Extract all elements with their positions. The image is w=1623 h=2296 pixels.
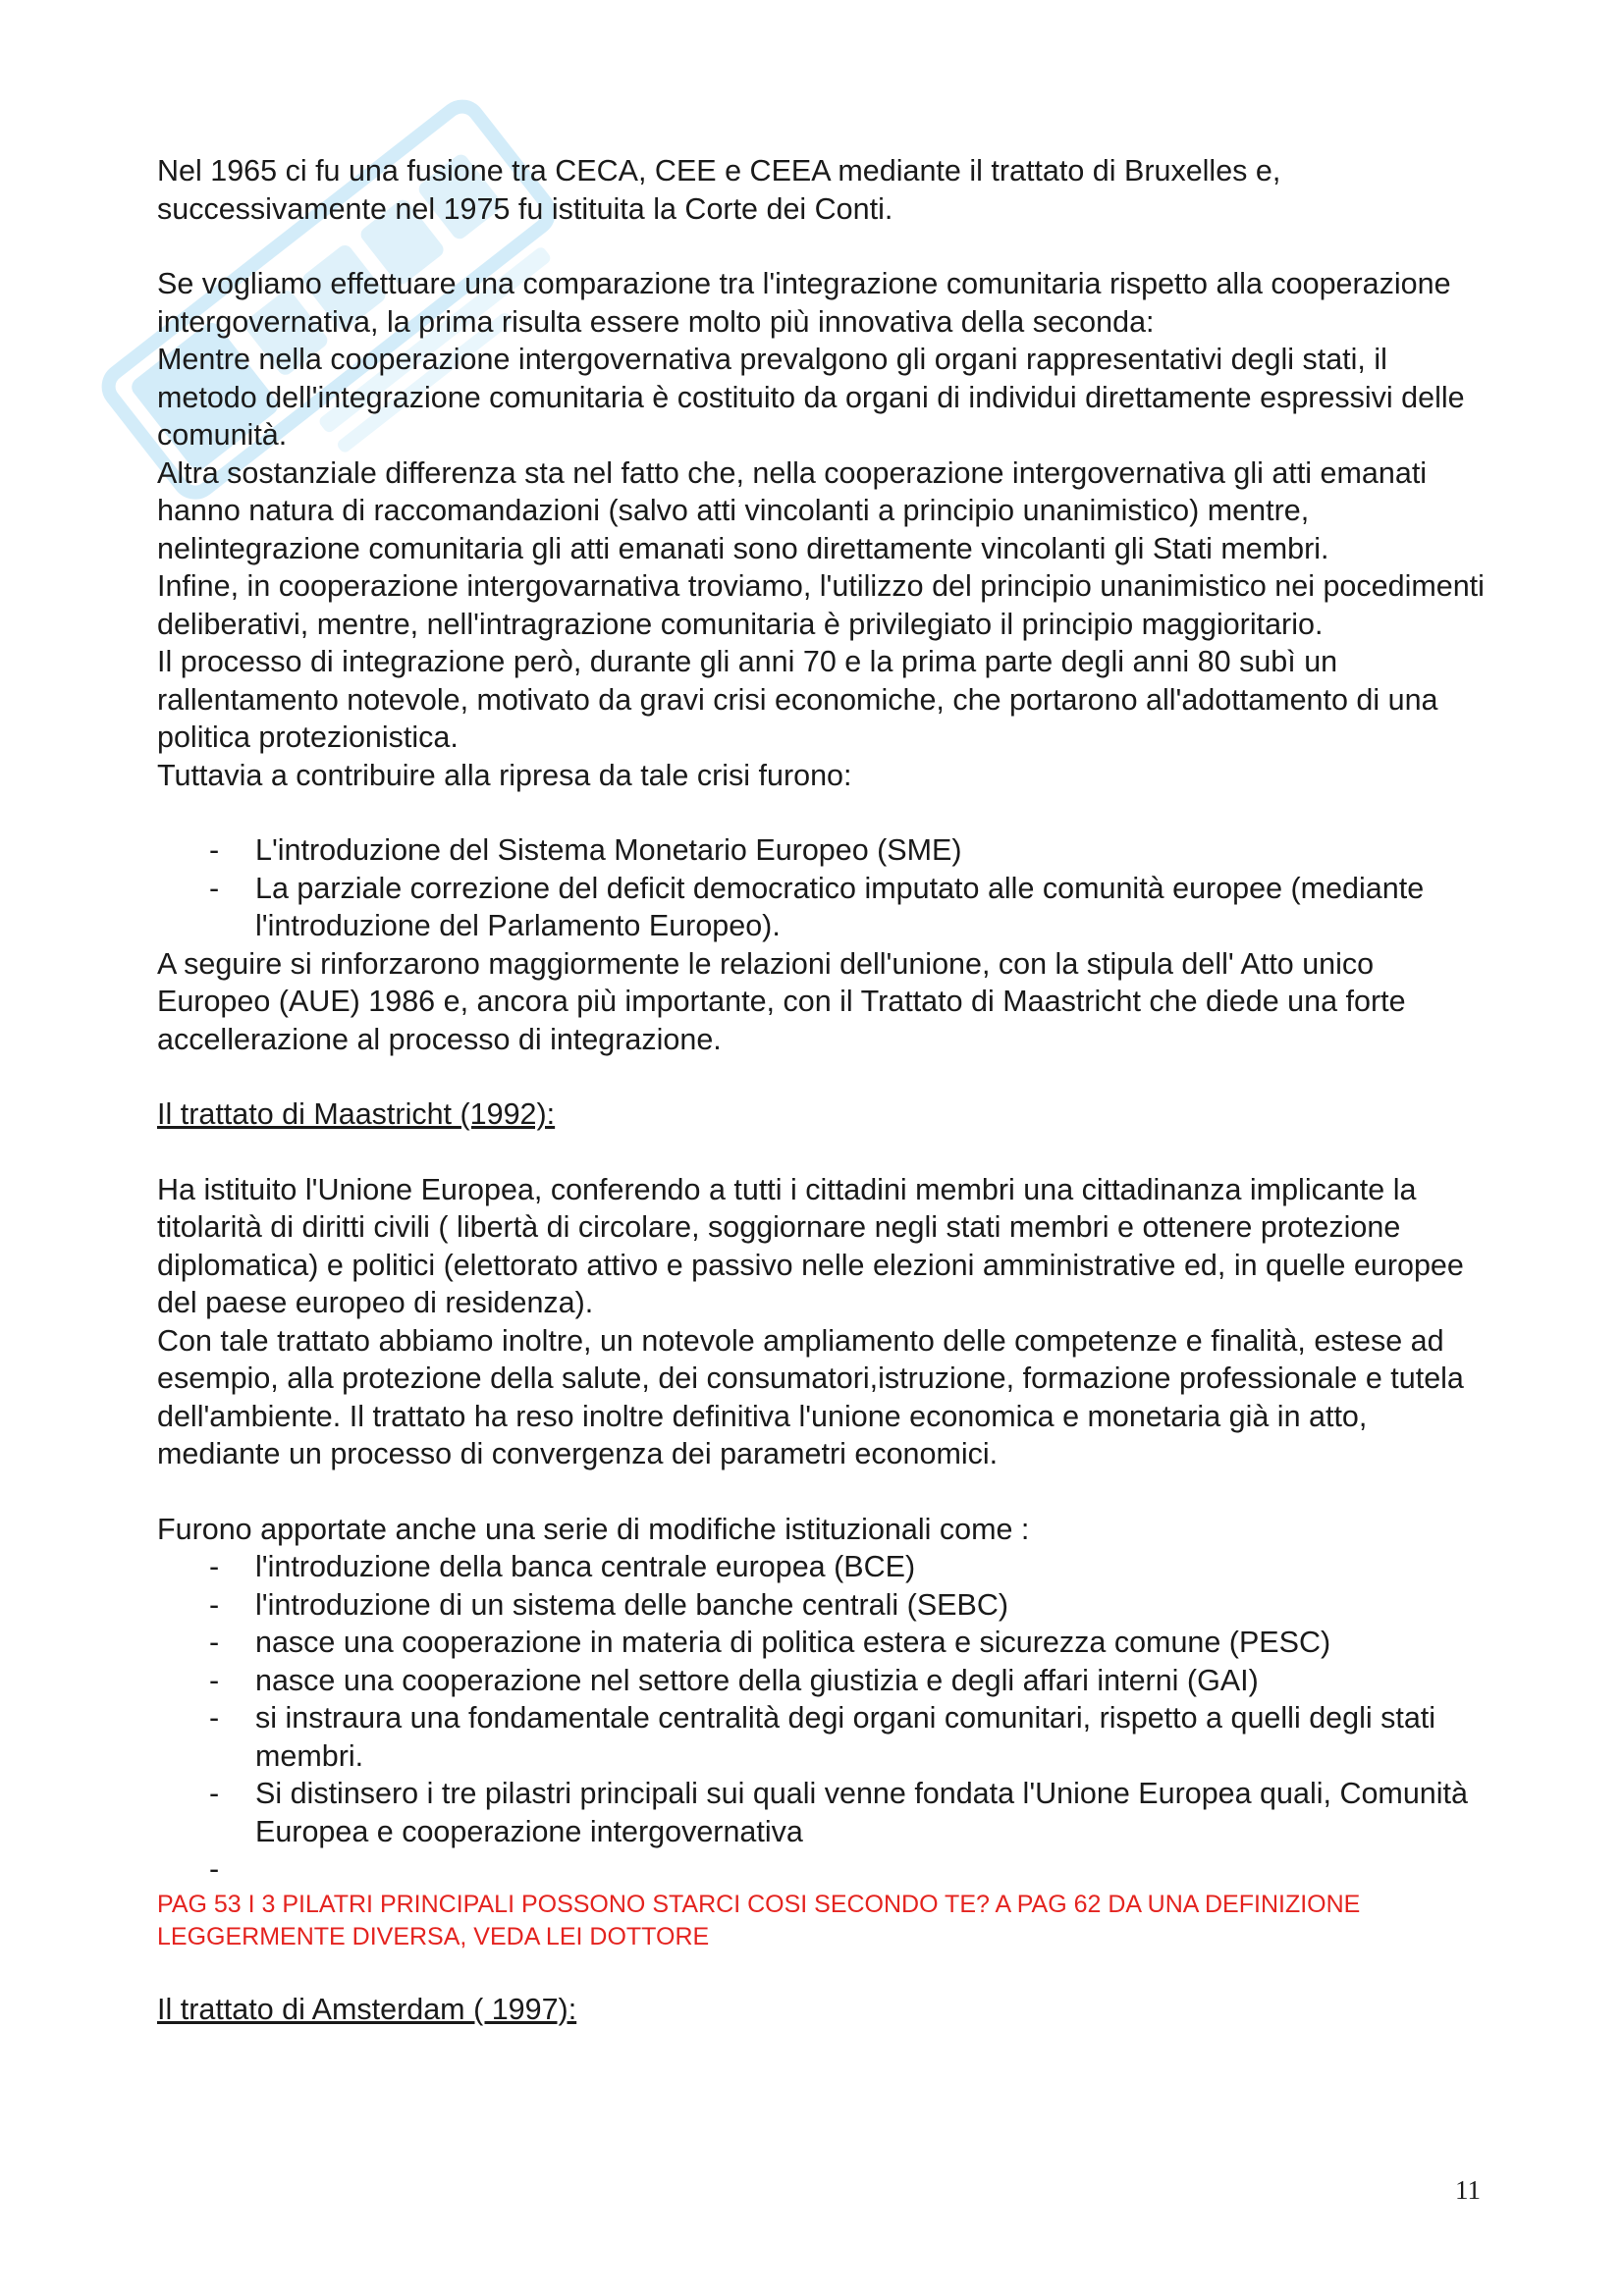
heading-amsterdam: Il trattato di Amsterdam ( 1997): (157, 1992, 577, 2026)
paragraph-recommendations: Altra sostanziale differenza sta nel fatto che, nella cooperazione intergovernativa gli atti emanati hanno natura di raccomandazioni (salvo atti vincolanti a principio unanimistico) mentre, nelintegrazione comunitaria gli atti emanati sono direttamente vincolanti gli Stati membri. (157, 455, 1428, 565)
heading-maastricht: Il trattato di Maastricht (1992): (157, 1097, 556, 1131)
paragraph-recovery-intro: Tuttavia a contribuire alla ripresa da tale crisi furono: (157, 758, 852, 792)
paragraph-slowdown: Il processo di integrazione però, durante gli anni 70 e la prima parte degli anni 80 subì un rallentamento notevole, motivato da gravi crisi economiche, che portarono all'adottamento di una politica protezionistica. (157, 645, 1438, 754)
paragraph-intergovernmental: Mentre nella cooperazione intergovernativa prevalgono gli organi rappresentativi degli stati, il metodo dell'integrazione comunitaria è costituito da organi di individui direttamente espressivi delle comunità. (157, 343, 1465, 452)
list-item: - l'introduzione della banca centrale europea (BCE) (157, 1548, 1492, 1586)
paragraph-unanimity: Infine, in cooperazione intergovarnativa troviamo, l'utilizzo del principio unanimistico nei pocedimenti deliberativi, mentre, nell'intragrazione comunitaria è privilegiato il principio maggioritario. (157, 569, 1485, 641)
list-item: - si instraura una fondamentale centralità degi organi comunitari, rispetto a quelli degli stati membri. (157, 1699, 1492, 1775)
list-item: - La parziale correzione del deficit democratico imputato alle comunità europee (mediante l'introduzione del Parlamento Europeo). (157, 870, 1492, 945)
recovery-list (157, 831, 1492, 945)
paragraph-ceca-fusion: Nel 1965 ci fu una fusione tra CECA, CEE e CEEA mediante il trattato di Bruxelles e, successivamente nel 1975 fu istituita la Corte dei Conti. (157, 154, 1281, 226)
paragraph-maastricht-competences: Con tale trattato abbiamo inoltre, un notevole ampliamento delle competenze e finalità, estese ad esempio, alla protezione della salute, dei consumatori,istruzione, formazione professionale e tutela dell'ambiente. Il trattato ha reso inoltre definitiva l'unione economica e monetaria già in atto, mediante un processo di convergenza dei parametri economici. (157, 1323, 1464, 1470)
list-item: - Si distinsero i tre pilastri principali sui quali venne fondata l'Unione Europea quali, Comunità Europea e cooperazione intergovernativa (157, 1775, 1492, 1850)
list-item: - nasce una cooperazione nel settore della giustizia e degli affari interni (GAI) (157, 1662, 1492, 1700)
reviewer-note: PAG 53 I 3 PILATRI PRINCIPALI POSSONO STARCI COSI SECONDO TE? A PAG 62 DA UNA DEFINIZIONE LEGGERMENTE DIVERSA, VEDA LEI DOTTORE (157, 1890, 1361, 1950)
list-item: - nasce una cooperazione in materia di politica estera e sicurezza comune (PESC) (157, 1624, 1492, 1662)
paragraph-maastricht-citizenship: Ha istituito l'Unione Europea, conferendo a tutti i cittadini membri una cittadinanza implicante la titolarità di diritti civili ( libertà di circolare, soggiornare negli stati membri e ottenere protezione diplomatica) e politici (elettorato attivo e passivo nelle elezioni amministrative ed, in quelle europee del paese europeo di residenza). (157, 1172, 1464, 1319)
list-item-empty (157, 1850, 1492, 1889)
paragraph-institutional-changes: Furono apportate anche una serie di modifiche istituzionali come : (157, 1512, 1030, 1546)
list-item: - l'introduzione di un sistema delle banche centrali (SEBC) (157, 1586, 1492, 1625)
paragraph-comparison: Se vogliamo effettuare una comparazione tra l'integrazione comunitaria rispetto alla cooperazione intergovernativa, la prima risulta essere molto più innovativa della seconda: (157, 267, 1451, 339)
page-number: 11 (1455, 2175, 1481, 2205)
institutional-changes-list (157, 1548, 1492, 1889)
list-item: - L'introduzione del Sistema Monetario Europeo (SME) (157, 831, 1492, 870)
document-page (157, 152, 1492, 2028)
paragraph-aue: A seguire si rinforzarono maggiormente le relazioni dell'unione, con la stipula dell' Atto unico Europeo (AUE) 1986 e, ancora più importante, con il Trattato di Maastricht che diede una forte accellerazione al processo di integrazione. (157, 946, 1406, 1056)
